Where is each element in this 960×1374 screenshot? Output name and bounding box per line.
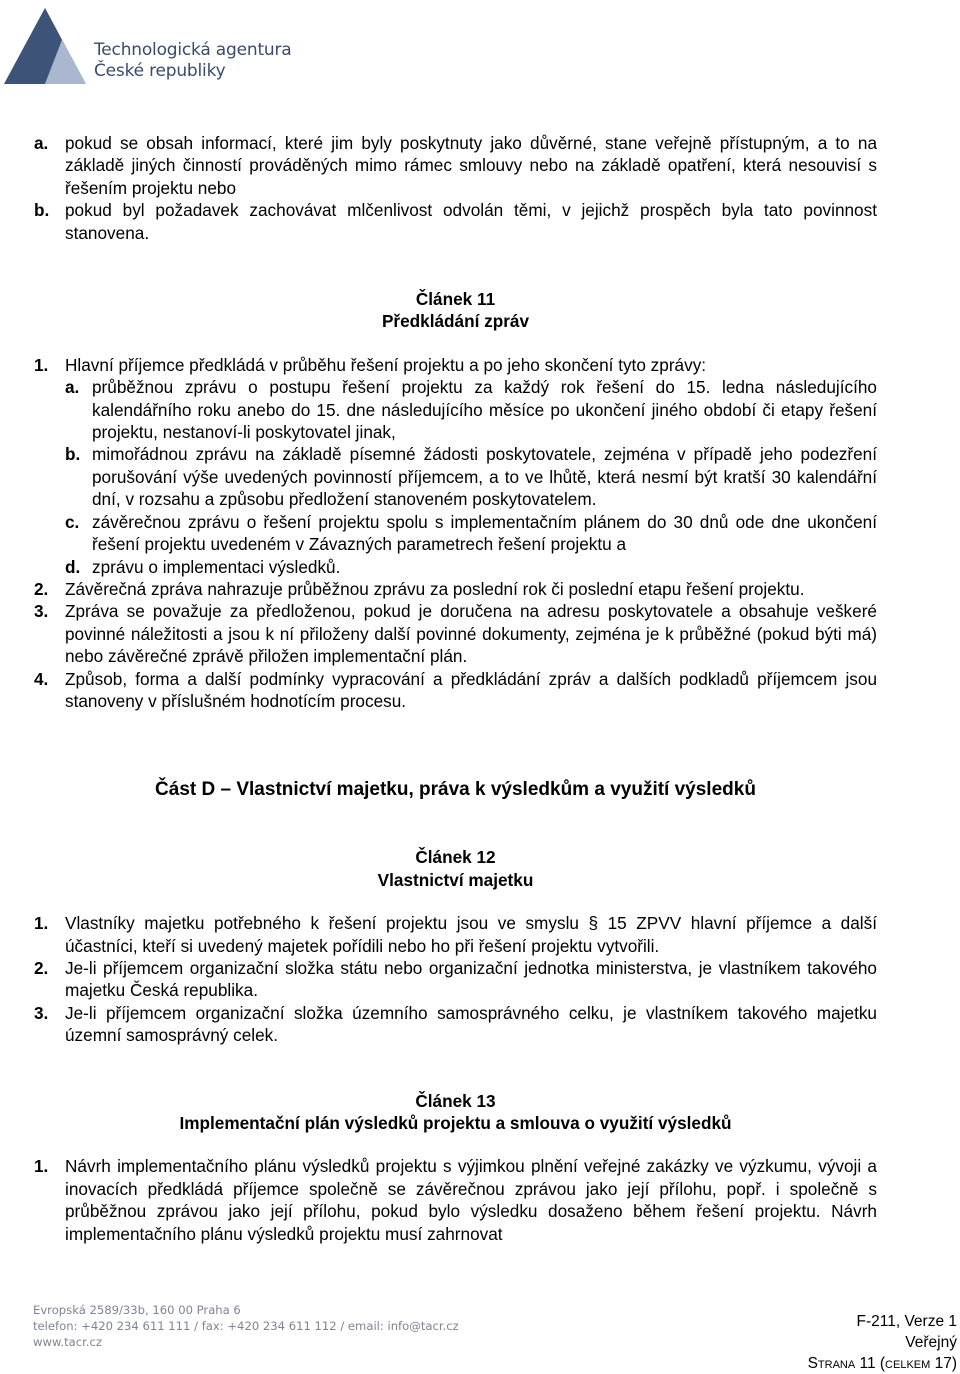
list-item-marker: 1.: [34, 354, 49, 375]
list-item-marker: 3.: [34, 1002, 49, 1023]
list-item-text: Hlavní příjemce předkládá v průběhu řešení projektu a po jeho skončení tyto zprávy:: [65, 354, 707, 375]
list-item: [34, 132, 877, 199]
list-item-text: pokud byl požadavek zachovávat mlčenlivost odvolán těmi, v jejichž prospěch byla tato povinnost stanovena.: [65, 200, 877, 243]
list-item-marker: 1.: [34, 913, 49, 934]
list-item-marker: b.: [65, 444, 81, 465]
list-item: [34, 1155, 877, 1245]
list-item-marker: a.: [65, 377, 80, 398]
list-item-marker: d.: [65, 556, 81, 577]
list-item-text: Způsob, forma a další podmínky vypracování a předkládání zpráv a dalších podkladů příjemcem jsou stanoveny v příslušném hodnotícím procesu.: [65, 668, 877, 711]
list-item-text: průběžnou zprávu o postupu řešení projektu za každý rok řešení do 15. ledna následujícího kalendářního roku anebo do 15. dne následujícího měsíce po ukončení jiného období či etapy řešení projektu, nestanoví-li poskytovatel jinak,: [92, 377, 877, 443]
list-item-text: Zpráva se považuje za předloženou, pokud je doručena na adresu poskytovatele a obsahuje veškeré povinné náležitosti a jsou k ní přiloženy další povinné dokumenty, zejména je k průběžné (pokud býti má) nebo závěrečné zprávě přiložen implementační plán.: [65, 601, 877, 667]
list-item: [34, 912, 877, 957]
list-item-marker: 2.: [34, 957, 49, 978]
organization-name: [94, 40, 292, 82]
list-item: [34, 600, 877, 667]
document-body: [34, 132, 877, 1245]
footer-contact: [33, 1302, 459, 1350]
list-item-text: Vlastníky majetku potřebného k řešení projektu jsou ve smyslu § 15 ZPVV hlavní příjemce a další účastníci, kteří si uvedený majetek pořídili nebo ho při řešení projektu vytvořili.: [65, 913, 877, 956]
list-item-text: Je-li příjemcem organizační složka územního samosprávného celku, je vlastníkem takového majetku územní samosprávný celek.: [65, 1002, 877, 1046]
list-item-marker: 4.: [34, 668, 49, 689]
list-item-text: Je-li příjemcem organizační složka státu nebo organizační jednotka ministerstva, je vlastníkem takového majetku Česká republika.: [65, 957, 877, 1001]
footer-document-info: [808, 1311, 957, 1374]
list-item-marker: c.: [65, 511, 80, 532]
list-item-text: závěrečnou zprávu o řešení projektu spolu s implementačním plánem do 30 dnů ode dne ukončení řešení projektu uvedeném v Závazných parametrech řešení projektu a: [92, 511, 877, 555]
list-item-text: mimořádnou zprávu na základě písemné žádosti poskytovatele, zejména v případě jeho podezření porušování výše uvedených povinností příjemcem, a to ve lhůtě, která nesmí být kratší 30 kalendářní dní, v rozsahu a způsobu předložení stanoveném poskytovatelem.: [92, 444, 877, 510]
sub-list-item: [34, 443, 877, 510]
list-item: [34, 668, 877, 713]
article-11-title: Předkládání zpráv: [381, 311, 530, 332]
list-item-text: pokud se obsah informací, které jim byly poskytnuty jako důvěrné, stane veřejně přístupným, a to na základě jiných činností prováděných mimo rámec smlouvy nebo na základě opatření, která nesouvisí s řešením projektu nebo: [65, 133, 877, 198]
list-item-marker: a.: [34, 133, 49, 153]
footer-phone-fax-email: telefon: +420 234 611 111 / fax: +420 234 611 112 / email: info@tacr.cz: [33, 1319, 459, 1333]
sub-list-item: [34, 556, 877, 578]
footer-website: www.tacr.cz: [33, 1335, 102, 1349]
article-13-number: Článek 13: [415, 1090, 496, 1111]
list-item-text: Návrh implementačního plánu výsledků projektu s výjimkou plnění veřejné zakázky ve výzkumu, vývoji a inovacích předkládá příjemce společně se závěrečnou zprávou jako její přílohu, popř. i společně s průběžnou zprávou jako její přílohu, pokud bylo výsledku dosaženo během řešení projektu. Návrh implementačního plánu výsledků projektu musí zahrnovat: [65, 1156, 877, 1244]
footer-address: Evropská 2589/33b, 160 00 Praha 6: [33, 1303, 241, 1317]
form-code: F-211, Verze 1: [856, 1313, 957, 1330]
list-item-marker: 1.: [34, 1156, 49, 1177]
list-item-marker: b.: [34, 200, 50, 221]
list-item: [34, 957, 877, 1002]
organization-name-line1: Technologická agentura: [94, 40, 292, 60]
list-item-text: Závěrečná zpráva nahrazuje průběžnou zprávu za poslední rok či poslední etapu řešení projektu.: [65, 578, 805, 599]
list-item: [34, 1002, 877, 1047]
tacr-triangle-logo-icon: [2, 6, 88, 86]
article-11-number: Článek 11: [415, 289, 496, 310]
list-item-text: zprávu o implementaci výsledků.: [92, 556, 341, 577]
sub-list-item: [34, 511, 877, 556]
list-item-marker: 3.: [34, 601, 49, 622]
header-logo: [0, 0, 330, 95]
list-item: [34, 354, 877, 376]
article-12-number: Článek 12: [415, 847, 496, 868]
page-number: Strana 11 (celkem 17): [807, 1355, 957, 1372]
sub-list-item: [34, 376, 877, 443]
article-12-title: Vlastnictví majetku: [377, 869, 534, 890]
part-d-title: Část D – Vlastnictví majetku, práva k výsledkům a využití výsledků: [155, 779, 756, 801]
organization-name-line2: České republiky: [94, 61, 226, 81]
list-item-marker: 2.: [34, 578, 49, 599]
classification-label: Veřejný: [905, 1334, 957, 1351]
article-13-title: Implementační plán výsledků projektu a smlouva o využití výsledků: [179, 1113, 732, 1133]
list-item: [34, 199, 877, 244]
list-item: [34, 578, 877, 600]
